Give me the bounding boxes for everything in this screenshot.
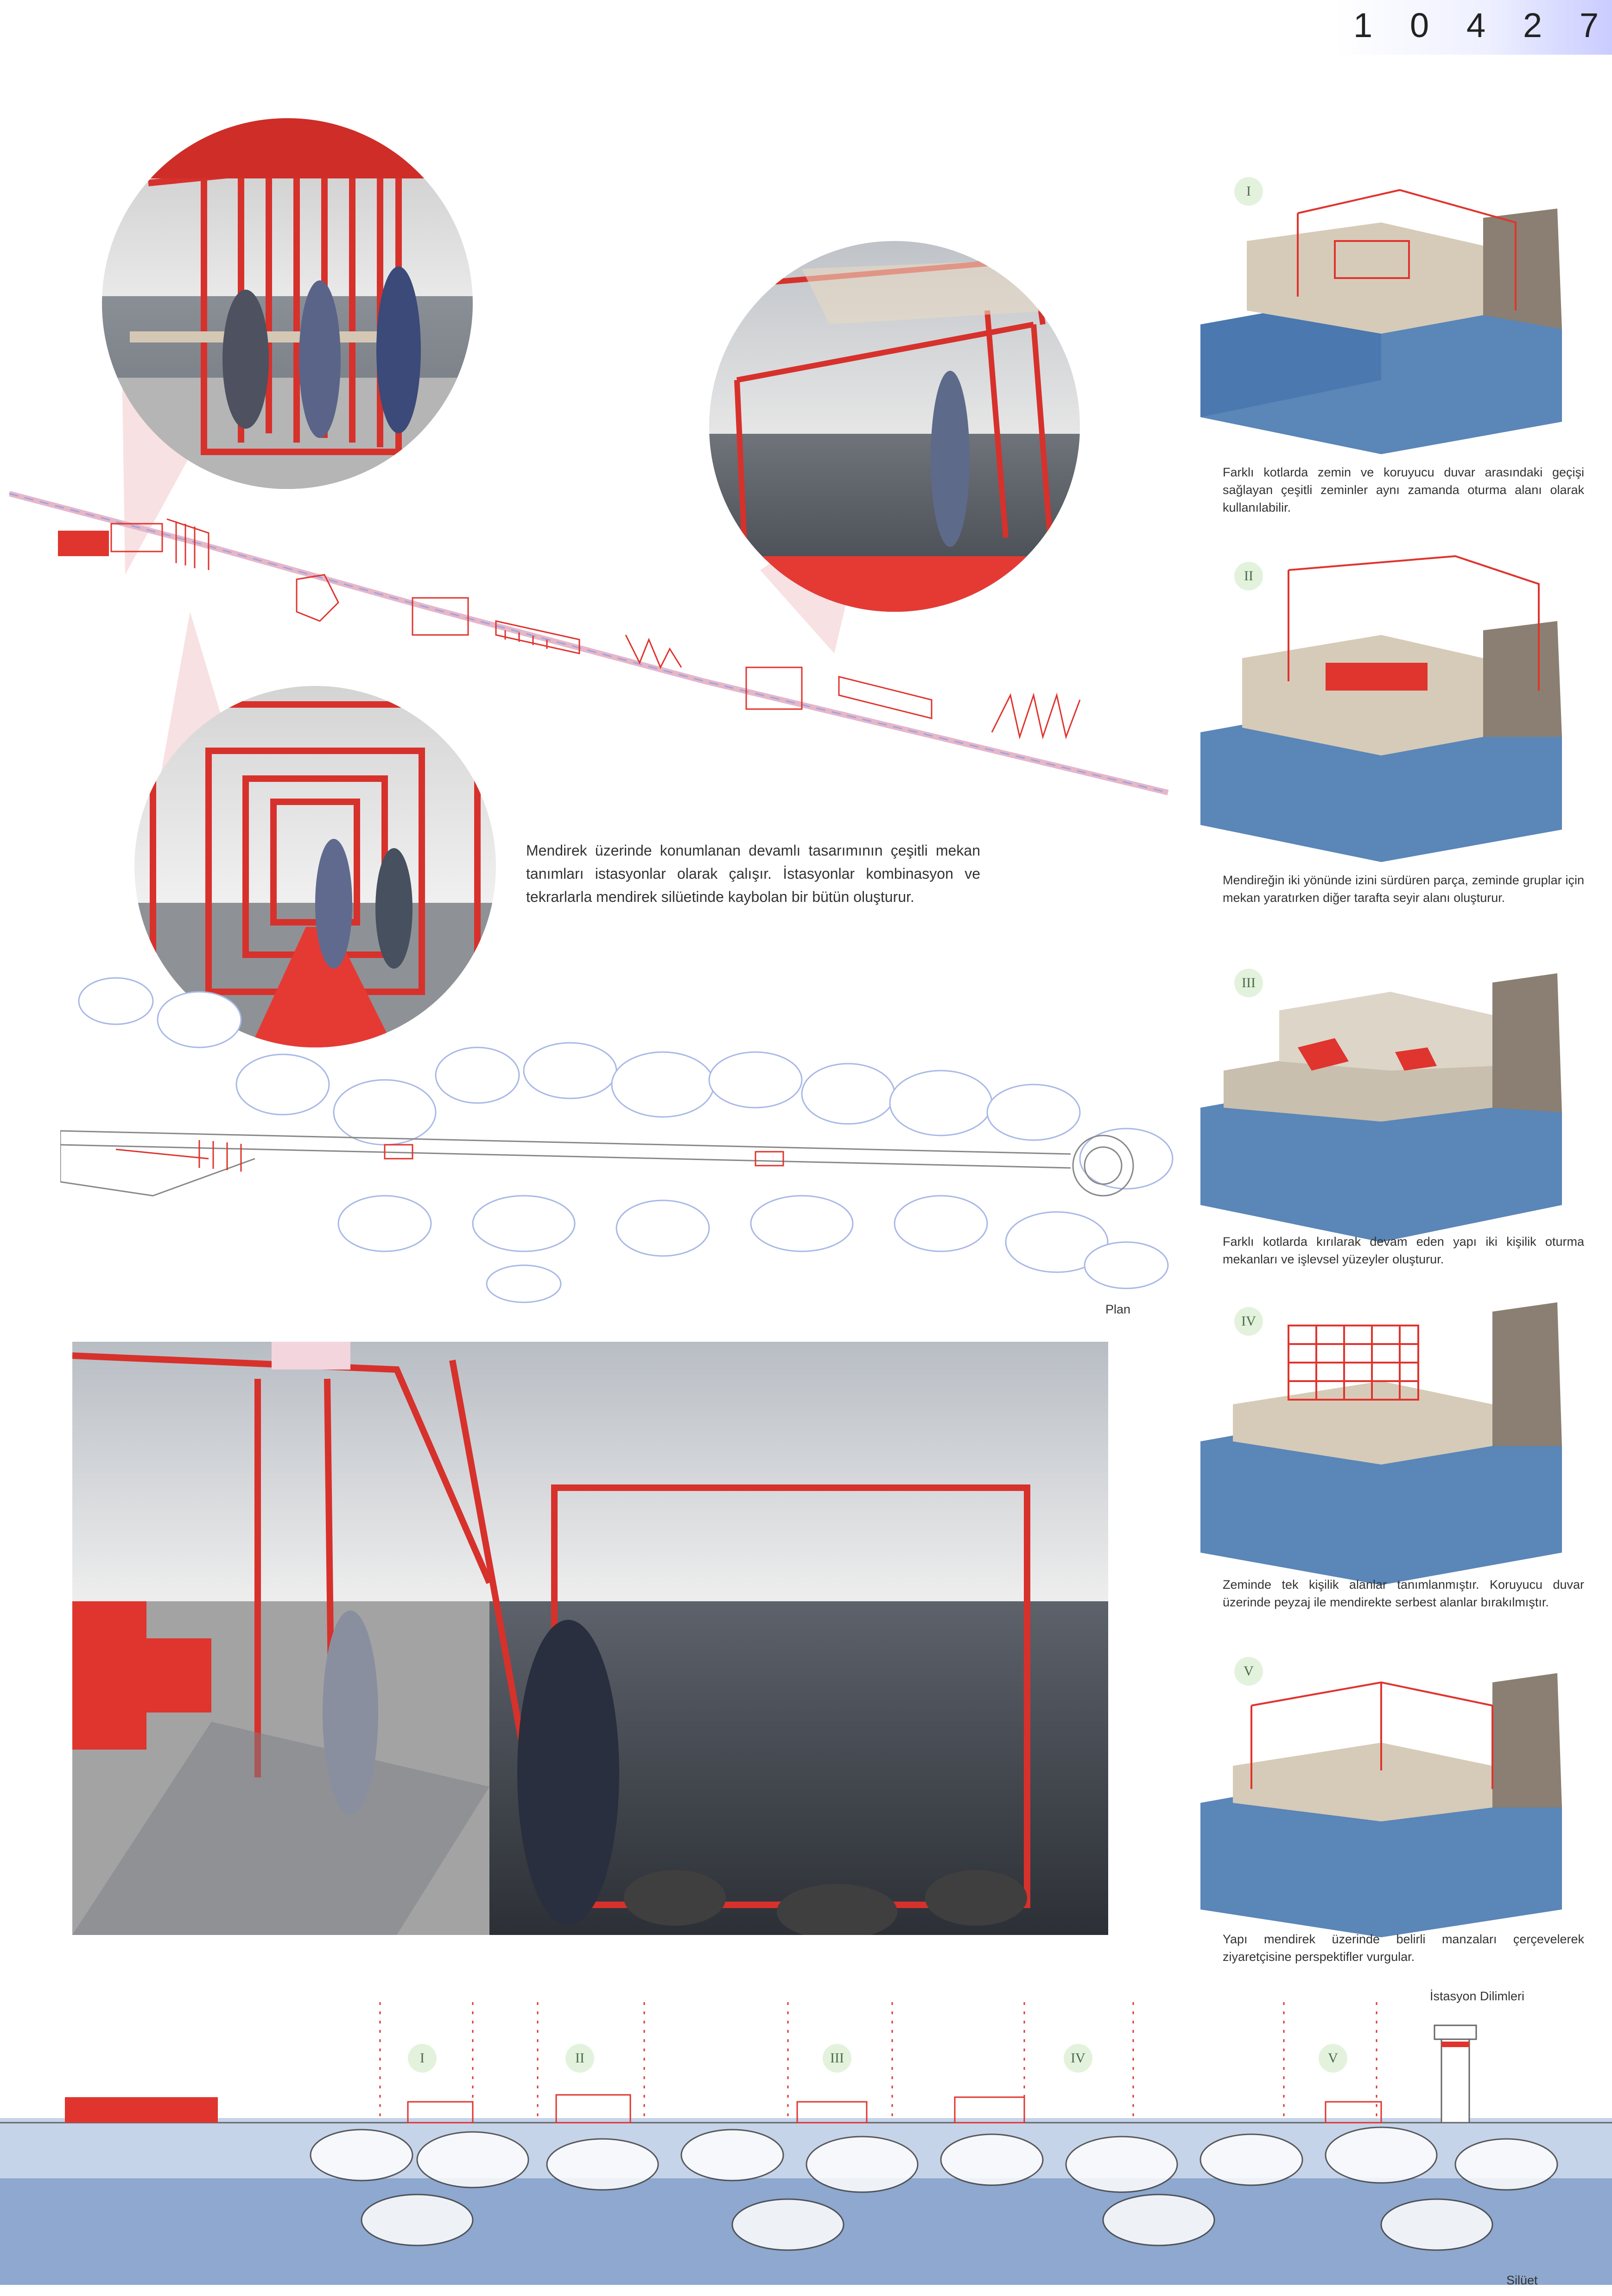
project-digit: 7 bbox=[1580, 6, 1600, 44]
main-perspective-photo bbox=[72, 1342, 1108, 1935]
station-caption: Zeminde tek kişilik alanlar tanımlanmıştır. Koruyucu duvar üzerinde peyzaj ile mendirekte serbest alanlar bırakılmıştır. bbox=[1223, 1578, 1584, 1609]
silhouette-section bbox=[0, 1998, 1612, 2285]
station-caption: Farklı kotlarda zemin ve koruyucu duvar arasındaki geçişi sağlayan çeşitli zeminler aynı zamanda oturma alanı olarak kullanılabilir. bbox=[1223, 465, 1584, 514]
silhouette-marker: V bbox=[1319, 2044, 1347, 2073]
station-4-isometric bbox=[1196, 1293, 1567, 1585]
stations-label: İstasyon Dilimleri bbox=[1430, 1989, 1525, 2003]
project-number-tab bbox=[1335, 0, 1612, 55]
project-digit: 4 bbox=[1466, 6, 1487, 44]
station-1-isometric bbox=[1196, 158, 1567, 454]
photo-circle-canopy bbox=[102, 118, 473, 489]
station-caption: Mendireğin iki yönünde izini sürdüren parça, zeminde gruplar için mekan yaratırken diğer tarafta seyir alanı oluşturur. bbox=[1223, 873, 1584, 905]
silhouette-marker: IV bbox=[1064, 2044, 1092, 2073]
station-numeral-badge: IV bbox=[1234, 1307, 1263, 1336]
silhouette-marker: I bbox=[408, 2044, 437, 2073]
station-5-isometric bbox=[1196, 1650, 1567, 1937]
station-numeral-badge: I bbox=[1234, 177, 1263, 206]
project-digit: 1 bbox=[1353, 6, 1374, 44]
project-digit: 0 bbox=[1410, 6, 1430, 44]
intro-paragraph: Mendirek üzerinde konumlanan devamlı tasarımının çeşitli mekan tanımları istasyonlar olarak çalışır. İstasyonlar kombinasyon ve tekrarlarla mendirek silüetinde kaybolan bir bütün oluşturur. bbox=[526, 842, 980, 905]
station-3-isometric bbox=[1196, 955, 1567, 1242]
red-canopy-frame bbox=[102, 118, 473, 489]
station-numeral-badge: III bbox=[1234, 969, 1263, 997]
silhouette-marker: II bbox=[565, 2044, 594, 2073]
site-plan-drawing bbox=[60, 964, 1187, 1316]
station-numeral-badge: V bbox=[1234, 1657, 1263, 1686]
project-digit: 2 bbox=[1523, 6, 1543, 44]
station-2-isometric bbox=[1196, 542, 1567, 862]
photo-overlay-frames bbox=[72, 1342, 1108, 1935]
silhouette-marker: III bbox=[823, 2044, 851, 2073]
station-caption: Farklı kotlarda kırılarak devam eden yapı iki kişilik oturma mekanları ve işlevsel yüzeyler oluşturur. bbox=[1223, 1235, 1584, 1266]
station-numeral-badge: II bbox=[1234, 562, 1263, 590]
station-caption: Yapı mendirek üzerinde belirli manzaları çerçevelerek ziyaretçisine perspektifler vurgular. bbox=[1223, 1932, 1584, 1964]
plan-label: Plan bbox=[1105, 1302, 1131, 1316]
silhouette-label: Silüet bbox=[1506, 2273, 1538, 2287]
